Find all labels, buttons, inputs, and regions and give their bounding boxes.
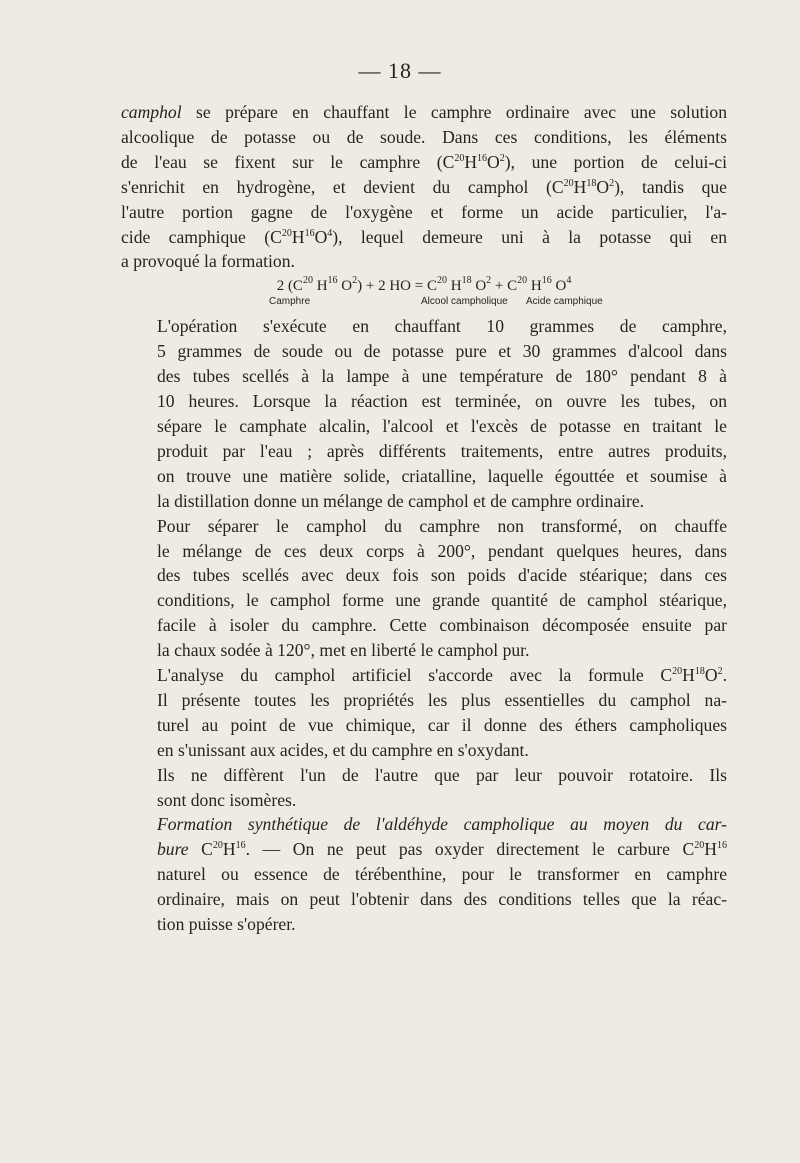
text-line: en s'unissant aux acides, et du camphre en s'oxydant. xyxy=(157,739,529,760)
paragraph-group-after-equation xyxy=(121,314,727,937)
text-line: la distillation donne un mélange de camphol et de camphre ordinaire. xyxy=(157,490,645,511)
text-line: sépare le camphate alcalin, l'alcool et l'excès de potasse en traitant le xyxy=(157,415,727,436)
text-line: 10 heures. Lorsque la réaction est terminée, on ouvre les tubes, on xyxy=(157,391,727,412)
text-line: l'autre portion gagne de l'oxygène et forme un acide particulier, l'a- xyxy=(121,201,727,222)
paragraph-group-before-equation xyxy=(121,100,727,274)
equation-formula: 2 ($C^{20}$ $H^{16}$ $O^2) + 2$ HO = $C^{20}$ $H^{18}$ $O^2 + C^{20}$ $H^{16}$ $O^4$ xyxy=(276,275,572,295)
paragraph xyxy=(121,100,727,274)
text-line: alcoolique de potasse ou de soude. Dans ces conditions, les éléments xyxy=(121,126,727,147)
text-line: L'analyse du camphol artificiel s'accorde avec la formule $C^{20}H^{18}O^2$. xyxy=(157,665,727,686)
text-line: des tubes scellés avec deux fois son poids d'acide stéarique; dans ces xyxy=(157,565,727,586)
text-line: s'enrichit en hydrogène, et devient du camphol $(C^{20}H^{18}O^2)$, tandis que xyxy=(121,176,727,197)
text-line: facile à isoler du camphre. Cette combinaison décomposée ensuite par xyxy=(157,615,727,636)
text-line: ordinaire, mais on peut l'obtenir dans des conditions telles que la réac- xyxy=(157,889,727,910)
text-line: conditions, le camphol forme une grande quantité de camphol stéarique, xyxy=(157,590,727,611)
paragraph xyxy=(121,763,727,813)
text-line: de l'eau se fixent sur le camphre $(C^{20}H^{16}O^2)$, une portion de celui-ci xyxy=(121,151,727,172)
text-line: 5 grammes de soude ou de potasse pure et 30 grammes d'alcool dans xyxy=(157,341,727,362)
text-line: Pour séparer le camphol du camphre non transformé, on chauffe xyxy=(157,515,727,536)
text-line: L'opération s'exécute en chauffant 10 grammes de camphre, xyxy=(157,316,727,337)
text-line: cide camphique $(C^{20}H^{16}O^4)$, lequel demeure uni à la potasse qui en xyxy=(121,226,727,247)
equation-labels xyxy=(121,296,727,314)
text-line: des tubes scellés à la lampe à une température de 180° pendant 8 à xyxy=(157,366,727,387)
text-line: produit par l'eau ; après différents traitements, entre autres produits, xyxy=(157,440,727,461)
equation-label-alcool: Alcool campholique xyxy=(421,296,508,308)
page-number: — 18 — xyxy=(358,58,442,83)
text-line: tion puisse s'opérer. xyxy=(157,914,296,935)
text-line: bure $C^{20}H^{16}$. — On ne peut pas oxyder directement le carbure $C^{20}H^{16}$ xyxy=(157,839,727,860)
paragraph xyxy=(121,663,727,763)
text-line: turel au point de vue chimique, car il donne des éthers campholiques xyxy=(157,714,727,735)
body-text xyxy=(121,100,727,937)
text-line: sont donc isomères. xyxy=(157,789,297,810)
text-line: la chaux sodée à 120°, met en liberté le camphol pur. xyxy=(157,640,530,661)
text-line: Ils ne diffèrent l'un de l'autre que par leur pouvoir rotatoire. Ils xyxy=(157,764,727,785)
paragraph xyxy=(121,314,727,513)
chemical-equation xyxy=(121,276,727,296)
paragraph xyxy=(121,514,727,663)
text-line: Formation synthétique de l'aldéhyde campholique au moyen du car- xyxy=(157,814,727,835)
text-line: le mélange de ces deux corps à 200°, pendant quelques heures, dans xyxy=(157,540,727,561)
equation-label-camphre: Camphre xyxy=(269,296,311,308)
text-line: on trouve une matière solide, criatalline, laquelle égouttée et soumise à xyxy=(157,465,727,486)
paragraph xyxy=(121,812,727,937)
text-line: a provoqué la formation. xyxy=(121,251,295,272)
equation-label-acide: Acide camphique xyxy=(526,296,603,308)
text-line: Il présente toutes les propriétés les plus essentielles du camphol na- xyxy=(157,689,727,710)
text-line: camphol se prépare en chauffant le camphre ordinaire avec une solution xyxy=(121,102,727,122)
text-line: naturel ou essence de térébenthine, pour le transformer en camphre xyxy=(157,864,727,885)
